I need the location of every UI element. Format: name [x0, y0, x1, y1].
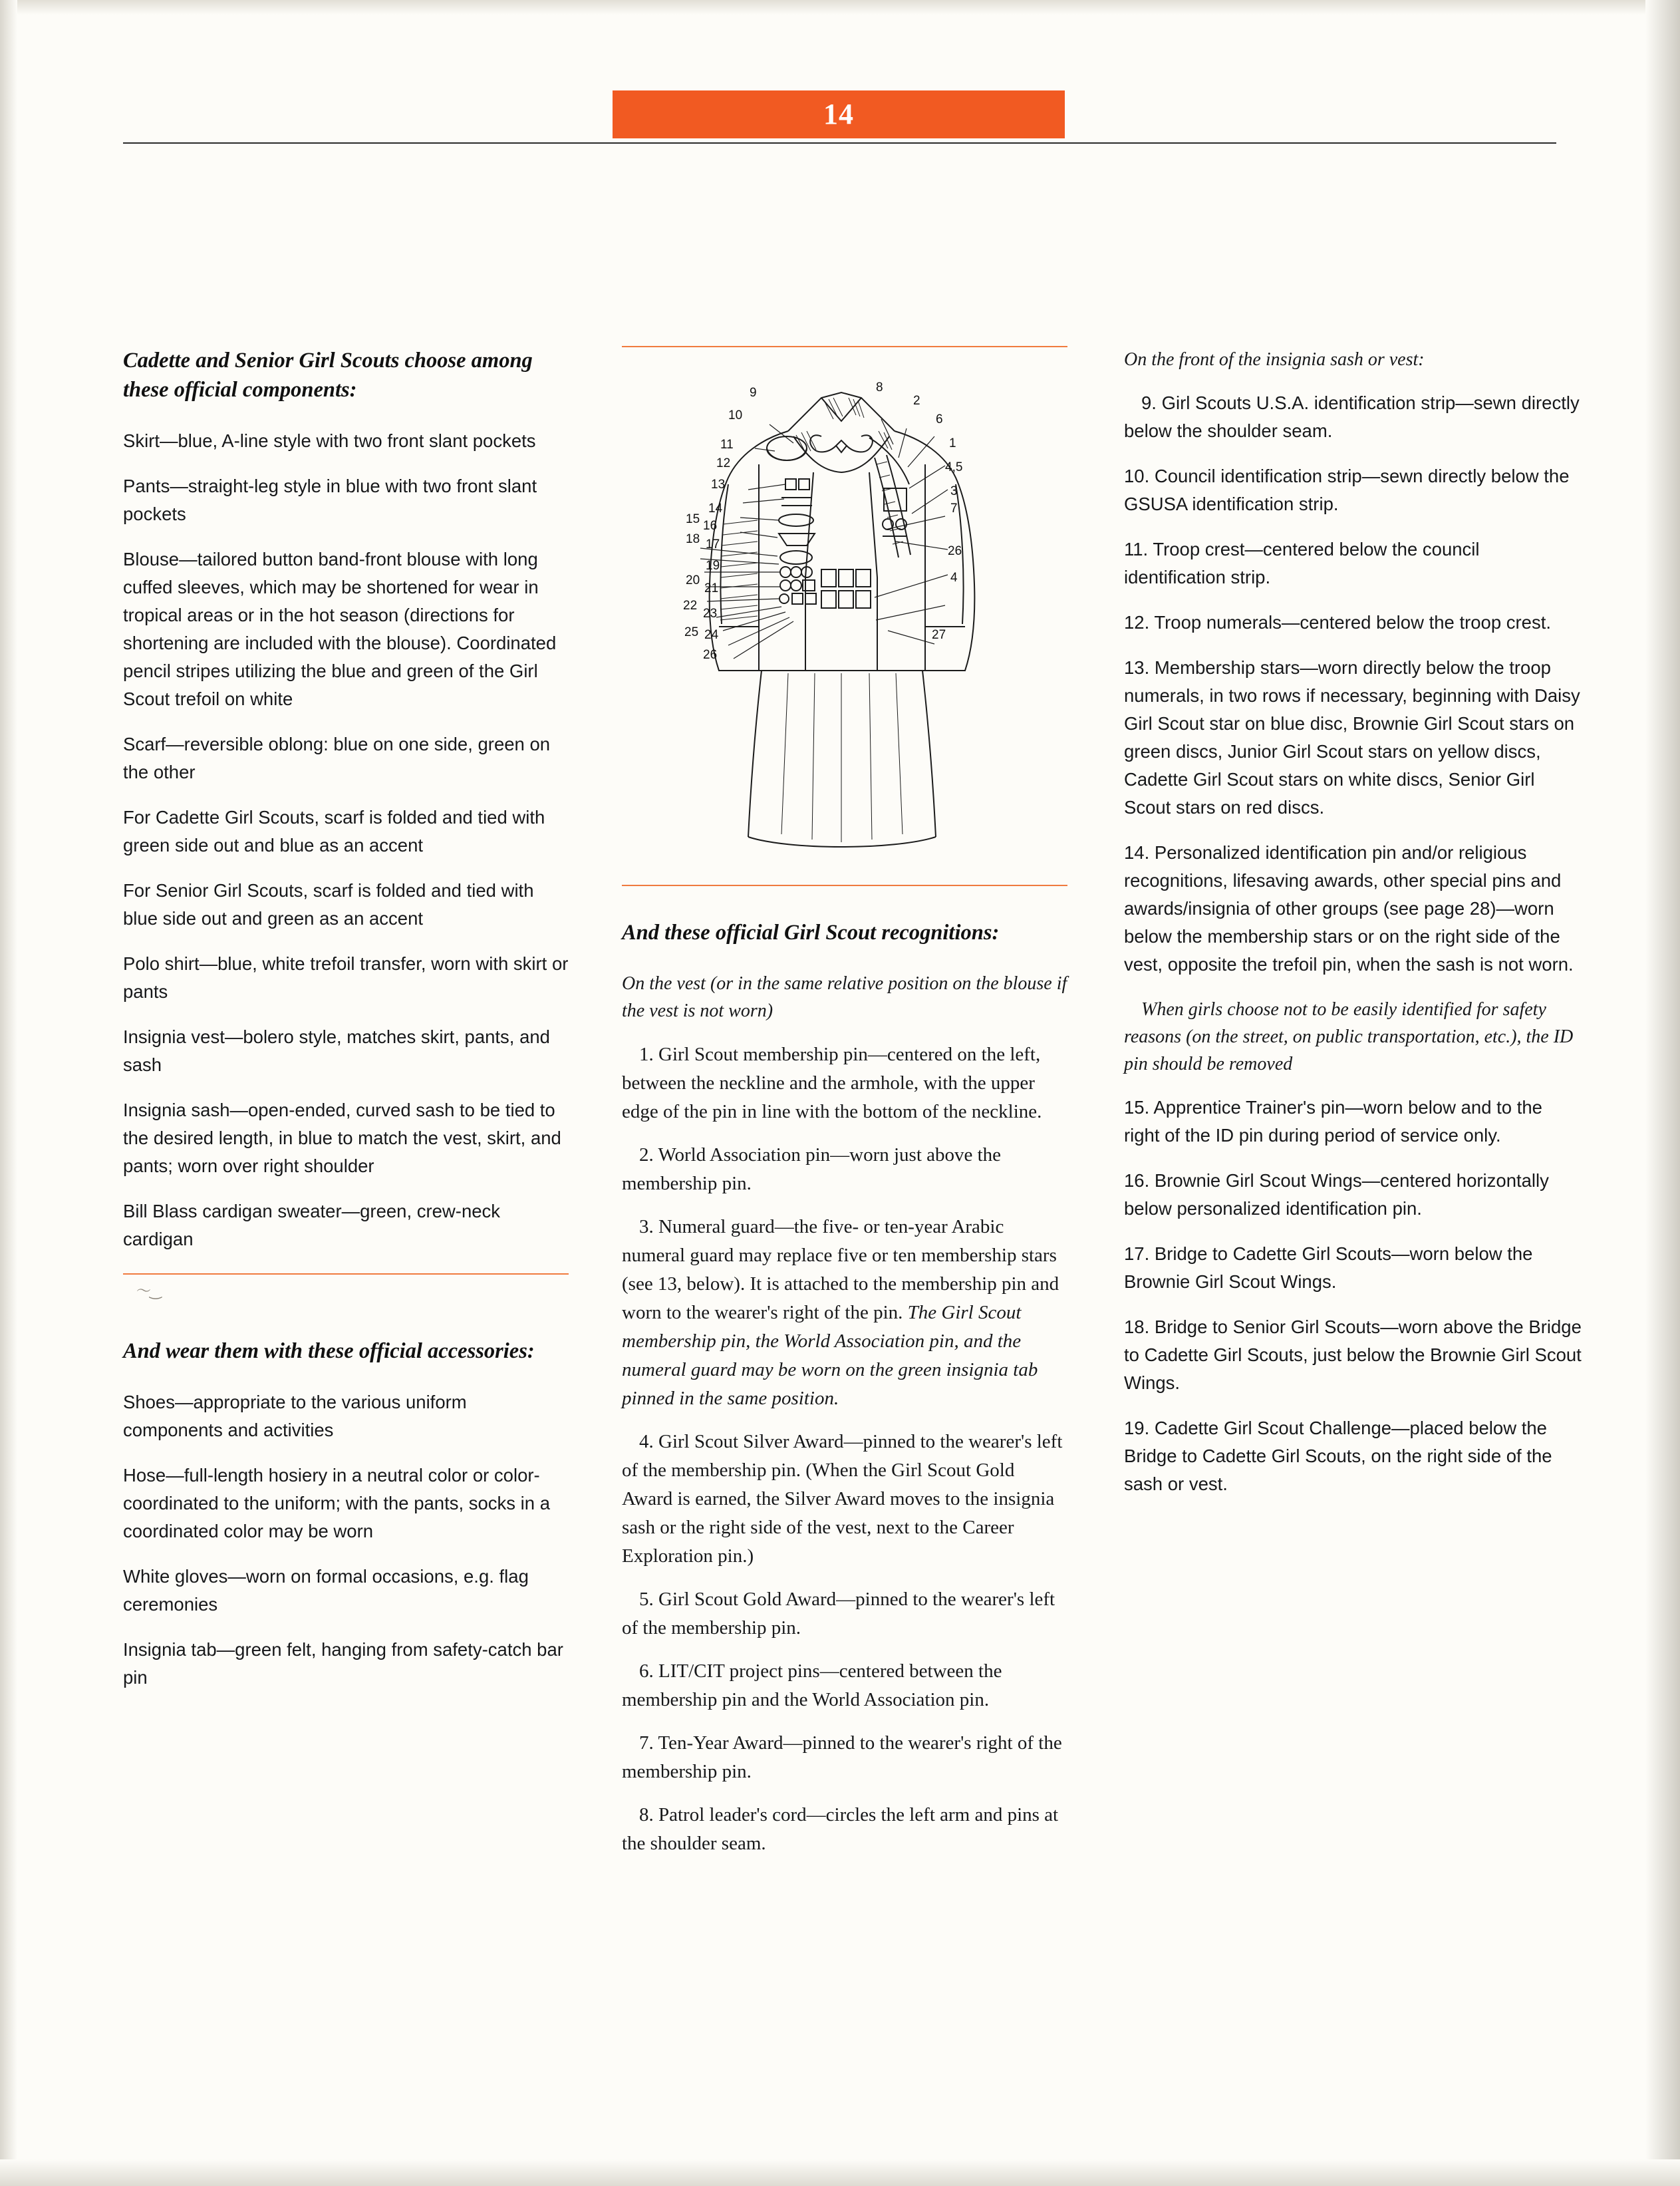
- callout-23: 23: [703, 607, 718, 621]
- accessories-heading: And wear them with these official accessories:: [123, 1339, 535, 1363]
- callout-24: 24: [704, 628, 719, 642]
- component-item: Insignia vest—bolero style, matches skirt, pants, and sash: [123, 1026, 550, 1075]
- left-column-heading: Cadette and Senior Girl Scouts choose among these official components:: [123, 349, 533, 402]
- callout-26-left: 26: [703, 648, 718, 662]
- callout-26-right: 26: [948, 544, 962, 558]
- accessory-item: Shoes—appropriate to the various uniform components and activities: [123, 1392, 467, 1440]
- right-column: [1124, 346, 1583, 1515]
- component-item: Bill Blass cardigan sweater—green, crew-neck cardigan: [123, 1201, 501, 1249]
- recognitions-subhead: On the vest (or in the same relative position on the blouse if the vest is not worn): [622, 973, 1067, 1021]
- callout-7: 7: [950, 502, 958, 516]
- right-column-subhead: On the front of the insignia sash or vest:: [1124, 349, 1425, 370]
- callout-13: 13: [711, 478, 726, 492]
- accessory-item: Hose—full-length hosiery in a neutral color or color-coordinated to the uniform; with the pants, socks in a coordinated color may be worn: [123, 1465, 551, 1541]
- callout-19: 19: [706, 559, 720, 573]
- sash-item: 12. Troop numerals—centered below the troop crest.: [1124, 612, 1552, 633]
- callout-18: 18: [686, 532, 700, 546]
- sash-item: 16. Brownie Girl Scout Wings—centered horizontally below personalized identification pin.: [1124, 1170, 1549, 1219]
- callout-25: 25: [684, 625, 699, 639]
- accessory-item: Insignia tab—green felt, hanging from safety-catch bar pin: [123, 1639, 563, 1688]
- callout-21: 21: [704, 581, 719, 595]
- sash-item: 13. Membership stars—worn directly below the troop numerals, in two rows if necessary, beginning with Daisy Girl Scout star on blue disc, Brownie Girl Scout stars on green discs, Junior Girl Scout stars on yellow discs, Cadette Girl Scout stars on white discs, Senior Girl Scout stars on red discs.: [1124, 657, 1580, 818]
- component-item: Blouse—tailored button band-front blouse with long cuffed sleeves, which may be shortened for wear in tropical areas or in the hot season (directions for shortening are included with the blouse). Coordinated pencil stripes utilizing the blue and green of the Girl Scout trefoil on white: [123, 549, 557, 709]
- recognition-item: 7. Ten-Year Award—pinned to the wearer's right of the membership pin.: [622, 1732, 1062, 1782]
- paper-edge-right: [1645, 0, 1680, 2186]
- recognition-item: 4. Girl Scout Silver Award—pinned to the wearer's left of the membership pin. (When the Girl Scout Gold Award is earned, the Silver Award moves to the insignia sash or the right side of the vest, next to the Career Exploration pin.): [622, 1431, 1063, 1567]
- callout-10: 10: [728, 408, 743, 422]
- sash-item: 14. Personalized identification pin and/or religious recognitions, lifesaving awards, other special pins and awards/insignia of other groups (see page 28)—worn below the membership stars or on the right side of the vest, opposite the trefoil pin, when the sash is not worn.: [1124, 842, 1574, 975]
- callout-22: 22: [683, 599, 698, 613]
- figure-rule-top: [622, 346, 1067, 347]
- page-number: 14: [613, 90, 1065, 138]
- callout-1: 1: [949, 436, 956, 450]
- component-item: For Senior Girl Scouts, scarf is folded and tied with blue side out and green as an accent: [123, 880, 534, 929]
- recognition-item: 6. LIT/CIT project pins—centered between the membership pin and the World Association pin.: [622, 1660, 1002, 1710]
- callout-15: 15: [686, 512, 700, 526]
- component-item: Skirt—blue, A-line style with two front slant pockets: [123, 430, 536, 451]
- recognition-item-3-main: 3. Numeral guard—the five- or ten-year Arabic numeral guard may replace five or ten membership stars (see 13, below). It is attached to the membership pin and worn to the wearer's right of the pin.: [622, 1216, 1059, 1323]
- pencil-mark: 〜‿: [136, 1283, 160, 1299]
- callout-17: 17: [706, 538, 720, 551]
- recognition-item: 5. Girl Scout Gold Award—pinned to the wearer's left of the membership pin.: [622, 1589, 1055, 1639]
- recognition-item-3: [622, 1213, 1067, 1413]
- callout-9: 9: [750, 386, 757, 400]
- callout-12: 12: [716, 456, 731, 470]
- callout-11: 11: [720, 438, 734, 452]
- component-item: Pants—straight-leg style in blue with two front slant pockets: [123, 476, 537, 524]
- uniform-illustration: [622, 358, 1067, 863]
- sash-item: 11. Troop crest—centered below the council identification strip.: [1124, 539, 1480, 587]
- component-item: Scarf—reversible oblong: blue on one side, green on the other: [123, 734, 551, 782]
- sash-item: 17. Bridge to Cadette Girl Scouts—worn below the Brownie Girl Scout Wings.: [1124, 1243, 1533, 1292]
- sash-item: 19. Cadette Girl Scout Challenge—placed below the Bridge to Cadette Girl Scouts, on the right side of the sash or vest.: [1124, 1418, 1552, 1494]
- callout-14: 14: [708, 502, 723, 516]
- callout-3: 3: [950, 484, 958, 498]
- sash-item: 15. Apprentice Trainer's pin—worn below and to the right of the ID pin during period of service only.: [1124, 1097, 1542, 1146]
- paper-edge-left: [0, 0, 17, 2186]
- callout-4: 4: [950, 571, 958, 585]
- paper-edge-bottom: [0, 2159, 1680, 2186]
- accessory-item: White gloves—worn on formal occasions, e.g. flag ceremonies: [123, 1566, 529, 1615]
- sash-item: 10. Council identification strip—sewn directly below the GSUSA identification strip.: [1124, 466, 1570, 514]
- uniform-diagram: [622, 346, 1067, 891]
- recognitions-heading: And these official Girl Scout recognitions:: [622, 921, 1000, 945]
- middle-column: [622, 918, 1067, 1873]
- recognition-item: 2. World Association pin—worn just above the membership pin.: [622, 1144, 1002, 1194]
- header-divider: [123, 142, 1556, 144]
- recognition-item: 8. Patrol leader's cord—circles the left arm and pins at the shoulder seam.: [622, 1804, 1059, 1854]
- component-item: Polo shirt—blue, white trefoil transfer, worn with skirt or pants: [123, 953, 569, 1002]
- callout-6: 6: [936, 412, 943, 426]
- safety-note: When girls choose not to be easily identified for safety reasons (on the street, on public transportation, etc.), the ID pin should be removed: [1124, 999, 1574, 1074]
- sash-item: 18. Bridge to Senior Girl Scouts—worn above the Bridge to Cadette Girl Scouts, just below the Brownie Girl Scout Wings.: [1124, 1317, 1582, 1393]
- callout-20: 20: [686, 573, 700, 587]
- recognition-item-3-italic: The Girl Scout membership pin, the World Association pin, and the numeral guard may be worn on the green insignia tab pinned in the same position.: [622, 1302, 1038, 1409]
- component-item: Insignia sash—open-ended, curved sash to be tied to the desired length, in blue to match the vest, skirt, and pants; worn over right shoulder: [123, 1100, 561, 1176]
- figure-rule-bottom: [622, 885, 1067, 886]
- section-divider: [123, 1273, 569, 1275]
- paper-edge-top: [0, 0, 1680, 15]
- callout-27: 27: [932, 628, 946, 642]
- callout-8: 8: [876, 381, 883, 394]
- left-column: [123, 346, 569, 1709]
- sash-item: 9. Girl Scouts U.S.A. identification strip—sewn directly below the shoulder seam.: [1124, 392, 1580, 441]
- recognition-item: 1. Girl Scout membership pin—centered on the left, between the neckline and the armhole, with the upper edge of the pin in line with the bottom of the neckline.: [622, 1044, 1042, 1122]
- callout-16: 16: [703, 519, 718, 533]
- component-item: For Cadette Girl Scouts, scarf is folded and tied with green side out and blue as an accent: [123, 807, 545, 856]
- callout-4-5: 4,5: [945, 460, 963, 474]
- callout-2: 2: [913, 394, 920, 408]
